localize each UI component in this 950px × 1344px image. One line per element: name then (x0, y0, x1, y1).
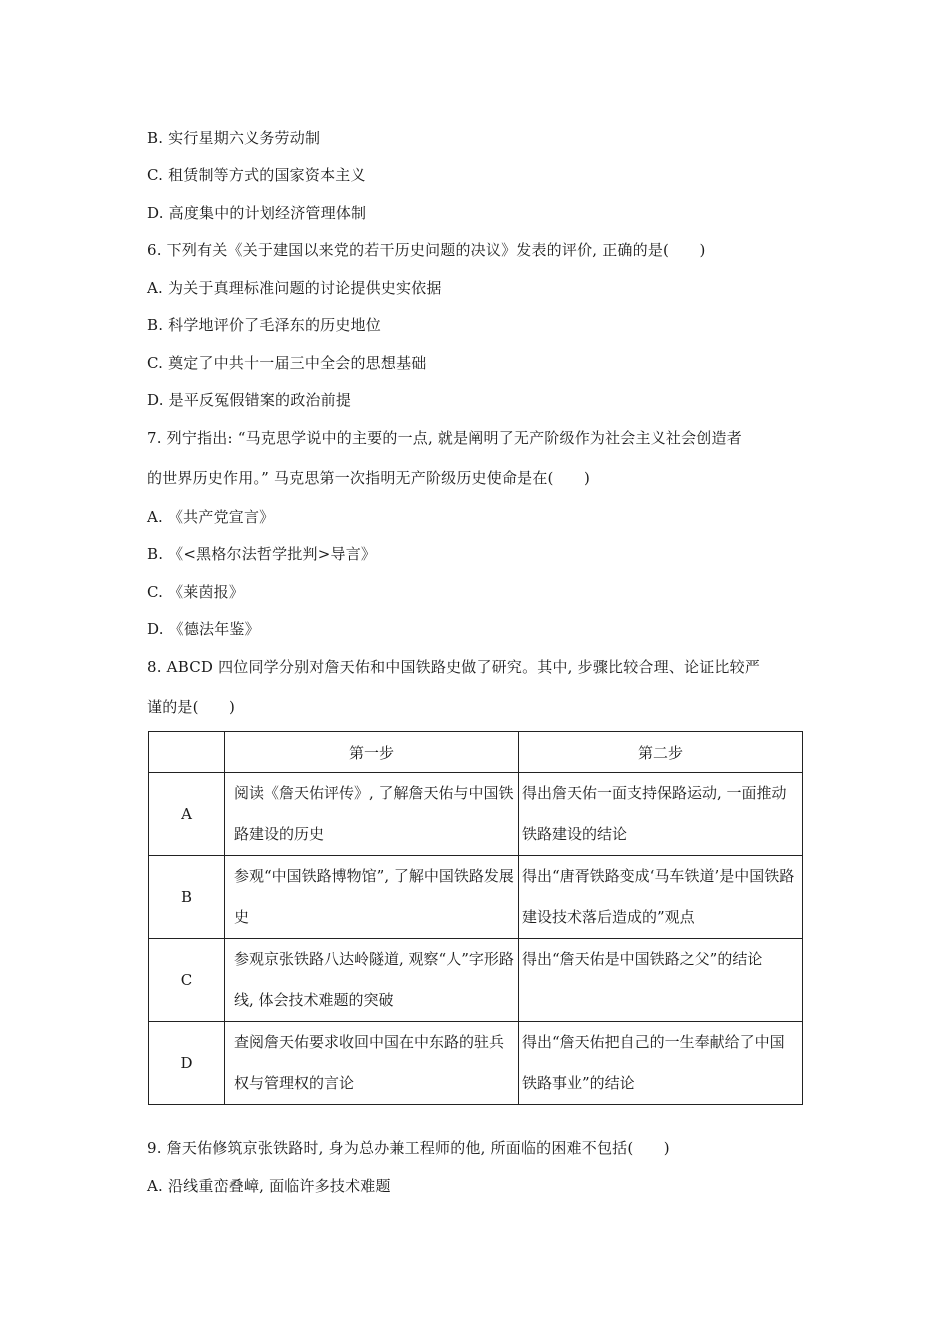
q7-option-b: B. 《<黑格尔法哲学批判>导言》 (147, 545, 377, 563)
q7-stem-line1: 7. 列宁指出: “马克思学说中的主要的一点, 就是阐明了无产阶级作为社会主义社会创造者 (147, 429, 742, 447)
q7-option-d: D. 《德法年鉴》 (147, 620, 260, 638)
q8-stem-line2: 谨的是( ) (147, 698, 236, 716)
q6-option-d: D. 是平反冤假错案的政治前提 (147, 391, 352, 409)
q7-stem-line2: 的世界历史作用。” 马克思第一次指明无产阶级历史使命是在( ) (147, 469, 591, 487)
q5-option-d: D. 高度集中的计划经济管理体制 (147, 204, 367, 222)
q9-option-a: A. 沿线重峦叠嶂, 面临许多技术难题 (147, 1177, 391, 1195)
q6-option-a: A. 为关于真理标准问题的讨论提供史实依据 (147, 279, 442, 297)
q7-option-c: C. 《莱茵报》 (147, 583, 245, 601)
q7-option-a: A. 《共产党宣言》 (147, 508, 275, 526)
row-a-step2-text: 得出詹天佑一面支持保路运动, 一面推动铁路建设的结论 (522, 784, 787, 843)
row-a-step1-text: 阅读《詹天佑评传》, 了解詹天佑与中国铁路建设的历史 (234, 784, 514, 843)
row-d-step1-text: 查阅詹天佑要求收回中国在中东路的驻兵权与管理权的言论 (234, 1033, 505, 1092)
table-row (149, 773, 803, 856)
row-d-step1 (225, 1022, 519, 1105)
table-header-step2: 第二步 (519, 732, 803, 773)
table-row (149, 856, 803, 939)
q9-stem: 9. 詹天佑修筑京张铁路时, 身为总办兼工程师的他, 所面临的困难不包括( ) (147, 1139, 670, 1157)
row-label-b: B (149, 856, 225, 939)
row-label-d: D (149, 1022, 225, 1105)
row-c-step2 (519, 939, 803, 1022)
table-row (149, 1022, 803, 1105)
q6-option-c: C. 奠定了中共十一届三中全会的思想基础 (147, 354, 427, 372)
row-d-step2 (519, 1022, 803, 1105)
row-label-a: A (149, 773, 225, 856)
row-c-step2-text: 得出“詹天佑是中国铁路之父”的结论 (522, 950, 763, 968)
q6-option-b: B. 科学地评价了毛泽东的历史地位 (147, 316, 381, 334)
table-row (149, 939, 803, 1022)
row-b-step2-text: 得出“唐胥铁路变成‘马车铁道’是中国铁路建设技术落后造成的”观点 (522, 867, 795, 926)
row-c-step1-text: 参观京张铁路八达岭隧道, 观察“人”字形路线, 体会技术难题的突破 (234, 950, 514, 1009)
row-a-step1 (225, 773, 519, 856)
row-b-step1 (225, 856, 519, 939)
row-a-step2 (519, 773, 803, 856)
table-header-row (149, 732, 803, 773)
row-label-c: C (149, 939, 225, 1022)
row-b-step2 (519, 856, 803, 939)
q8-stem-line1: 8. ABCD 四位同学分别对詹天佑和中国铁路史做了研究。其中, 步骤比较合理、论证比较严 (147, 658, 761, 676)
q5-option-b: B. 实行星期六义务劳动制 (147, 129, 321, 147)
row-d-step2-text: 得出“詹天佑把自己的一生奉献给了中国铁路事业”的结论 (522, 1033, 785, 1092)
q8-comparison-table (148, 731, 803, 1105)
table-header-step1: 第一步 (225, 732, 519, 773)
q5-option-c: C. 租赁制等方式的国家资本主义 (147, 166, 366, 184)
table-header-empty (149, 732, 225, 773)
row-c-step1 (225, 939, 519, 1022)
q6-stem: 6. 下列有关《关于建国以来党的若干历史问题的决议》发表的评价, 正确的是( ) (147, 241, 706, 259)
row-b-step1-text: 参观“中国铁路博物馆”, 了解中国铁路发展史 (234, 867, 514, 926)
